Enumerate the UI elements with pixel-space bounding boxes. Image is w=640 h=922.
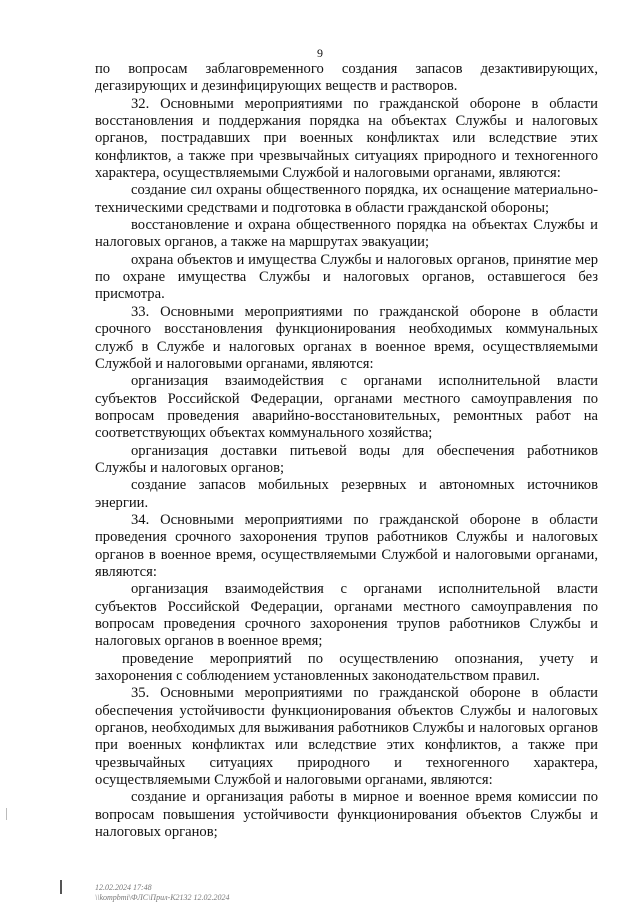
- list-item: создание сил охраны общественного порядка, их оснащение материально-техническими средствами и подготовка в области гражданской обороны;: [95, 182, 598, 216]
- list-item: создание запасов мобильных резервных и автономных источников энергии.: [95, 477, 598, 511]
- paragraph: по вопросам заблаговременного создания запасов дезактивирующих, дегазирующих и дезинфицирующих веществ и растворов.: [95, 61, 598, 95]
- paragraph-item-32: 32. Основными мероприятиями по гражданской обороне в области восстановления и поддержания порядка на объектах Службы и налоговых органов, пострадавших при военных конфликтах или вследствие этих конфликтов, а также при чрезвычайных ситуациях природного и техногенного характера, осуществляемыми Службой и налоговыми органами, являются:: [95, 95, 598, 182]
- list-item: создание и организация работы в мирное и военное время комиссии по вопросам повышения устойчивости функционирования объектов Службы и налоговых органов;: [95, 789, 598, 841]
- stamp-date: 12.02.2024 17:48: [95, 883, 152, 892]
- margin-mark: [60, 880, 62, 894]
- list-item: восстановление и охрана общественного порядка на объектах Службы и налоговых органов, а также на маршрутах эвакуации;: [95, 217, 598, 251]
- document-body: [95, 61, 598, 841]
- footer-stamp: [95, 883, 230, 903]
- paragraph-item-33: 33. Основными мероприятиями по гражданской обороне в области срочного восстановления функционирования необходимых коммунальных служб в Службе и налоговых органах в военное время, осуществляемыми Службой и налоговыми органами, являются:: [95, 303, 598, 372]
- paragraph-item-35: 35. Основными мероприятиями по гражданской обороне в области обеспечения устойчивости функционирования объектов Службы и налоговых органов, необходимых для выживания работников Службы и налоговых органов при военных конфликтах или вследствие этих конфликтов, а также при чрезвычайных ситуациях природного и техногенного характера, осуществляемыми Службой и налоговыми органами, являются:: [95, 685, 598, 789]
- page-number: 9: [317, 46, 323, 60]
- list-item: проведение мероприятий по осуществлению опознания, учету и захоронения с соблюдением установленных законодательством правил.: [95, 650, 598, 685]
- list-item: охрана объектов и имущества Службы и налоговых органов, принятие мер по охране имущества Службы и налоговых органов, оставшегося без присмотра.: [95, 251, 598, 303]
- stamp-path: \\kompbmi\ФЛС\Прил-К2132 12.02.2024: [95, 893, 230, 902]
- paragraph-item-34: 34. Основными мероприятиями по гражданской обороне в области проведения срочного захоронения трупов работников Службы и налоговых органов в военное время, осуществляемыми Службой и налоговыми органами, являются:: [95, 511, 598, 580]
- list-item: организация взаимодействия с органами исполнительной власти субъектов Российской Федерации, органами местного самоуправления по вопросам проведения срочного захоронения трупов работников Службы и налоговых органов в военное время;: [95, 581, 598, 650]
- scan-artifact: [6, 808, 7, 820]
- list-item: организация взаимодействия с органами исполнительной власти субъектов Российской Федерации, органами местного самоуправления по вопросам проведения аварийно-восстановительных, ремонтных работ на соответствующих объектах коммунального хозяйства;: [95, 373, 598, 442]
- list-item: организация доставки питьевой воды для обеспечения работников Службы и налоговых органов;: [95, 442, 598, 476]
